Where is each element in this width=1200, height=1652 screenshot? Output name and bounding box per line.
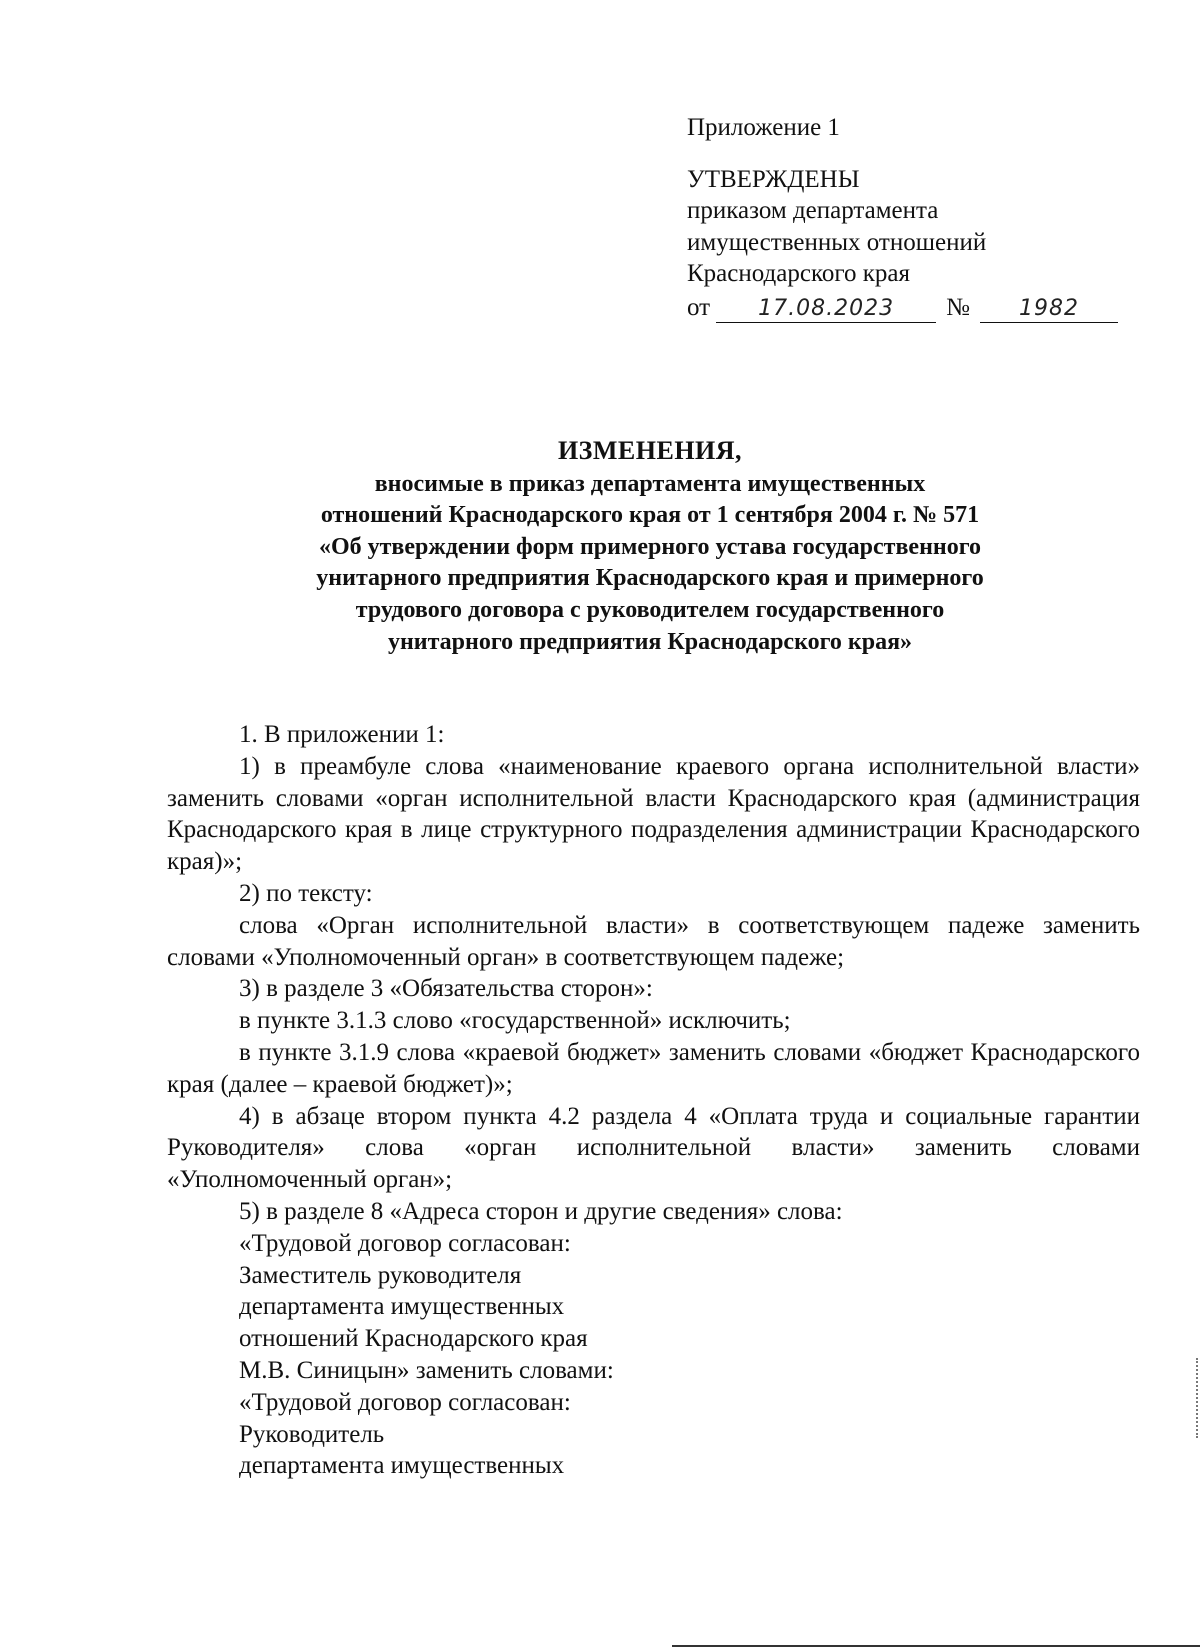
paragraph: 5) в разделе 8 «Адреса сторон и другие сведения» слова: (239, 1197, 843, 1225)
title-line-2: отношений Краснодарского края от 1 сентября 2004 г. № 571 (320, 502, 980, 529)
quote-line: «Трудовой договор согласован: (239, 1229, 571, 1257)
approval-line-2: имущественных отношений (687, 228, 987, 256)
paragraph: 1) в преамбуле слова «наименование краевого органа исполнительной власти» заменить словами «орган исполнительной власти Краснодарского края (администрация Краснодарского края в лице структурного подразделения администрации Краснодарского края)»; (167, 752, 1140, 876)
approved-label: УТВЕРЖДЕНЫ (687, 165, 860, 193)
approval-line-1: приказом департамента (687, 197, 939, 224)
quote-line: Заместитель руководителя (239, 1261, 522, 1289)
paragraph: 1. В приложении 1: (239, 721, 445, 748)
title-line-3: «Об утверждении форм примерного устава государственного (318, 533, 982, 560)
paragraph: в пункте 3.1.9 слова «краевой бюджет» заменить словами «бюджет Краснодарского края (далее – краевой бюджет)»; (167, 1038, 1140, 1098)
title-line-4: унитарного предприятия Краснодарского края и примерного (316, 565, 984, 592)
paragraph: 4) в абзаце втором пункта 4.2 раздела 4 «Оплата труда и социальные гарантии Руководителя» слова «орган исполнительной власти» заменить словами «Уполномоченный орган»; (167, 1102, 1140, 1194)
approval-line-3: Краснодарского края (687, 260, 910, 287)
handwritten-date: 17.08.2023 (716, 296, 936, 323)
quote-line: департамента имущественных (239, 1452, 565, 1480)
handwritten-number: 1982 (980, 296, 1118, 323)
title-line-6: унитарного предприятия Краснодарского края» (387, 628, 913, 655)
date-label: от (687, 293, 711, 321)
paragraph: слова «Орган исполнительной власти» в соответствующем падеже заменить словами «Уполномоченный орган» в соответствующем падеже; (167, 911, 1140, 971)
quote-line: М.В. Синицын» заменить словами: (239, 1356, 614, 1384)
approval-date-row (687, 292, 1127, 324)
scan-artifact-mark (1196, 1358, 1200, 1438)
approval-block (687, 112, 1127, 323)
quote-line: департамента имущественных (239, 1293, 565, 1321)
paragraph: в пункте 3.1.3 слово «государственной» исключить; (239, 1007, 791, 1035)
title-line-1: вносимые в приказ департамента имущественных (374, 470, 926, 497)
annex-label: Приложение 1 (687, 114, 840, 141)
title-heading: ИЗМЕНЕНИЯ, (557, 436, 743, 465)
quote-line: отношений Краснодарского края (239, 1325, 588, 1353)
title-line-5: трудового договора с руководителем государственного (355, 596, 945, 623)
document-title (160, 435, 1140, 658)
document-body (167, 719, 1140, 1482)
quote-line: Руководитель (239, 1420, 385, 1448)
number-label: № (946, 293, 970, 321)
paragraph: 3) в разделе 3 «Обязательства сторон»: (239, 975, 653, 1003)
quote-line: «Трудовой договор согласован: (239, 1388, 571, 1416)
scan-artifact-line (672, 1645, 1200, 1647)
paragraph: 2) по тексту: (239, 879, 373, 907)
